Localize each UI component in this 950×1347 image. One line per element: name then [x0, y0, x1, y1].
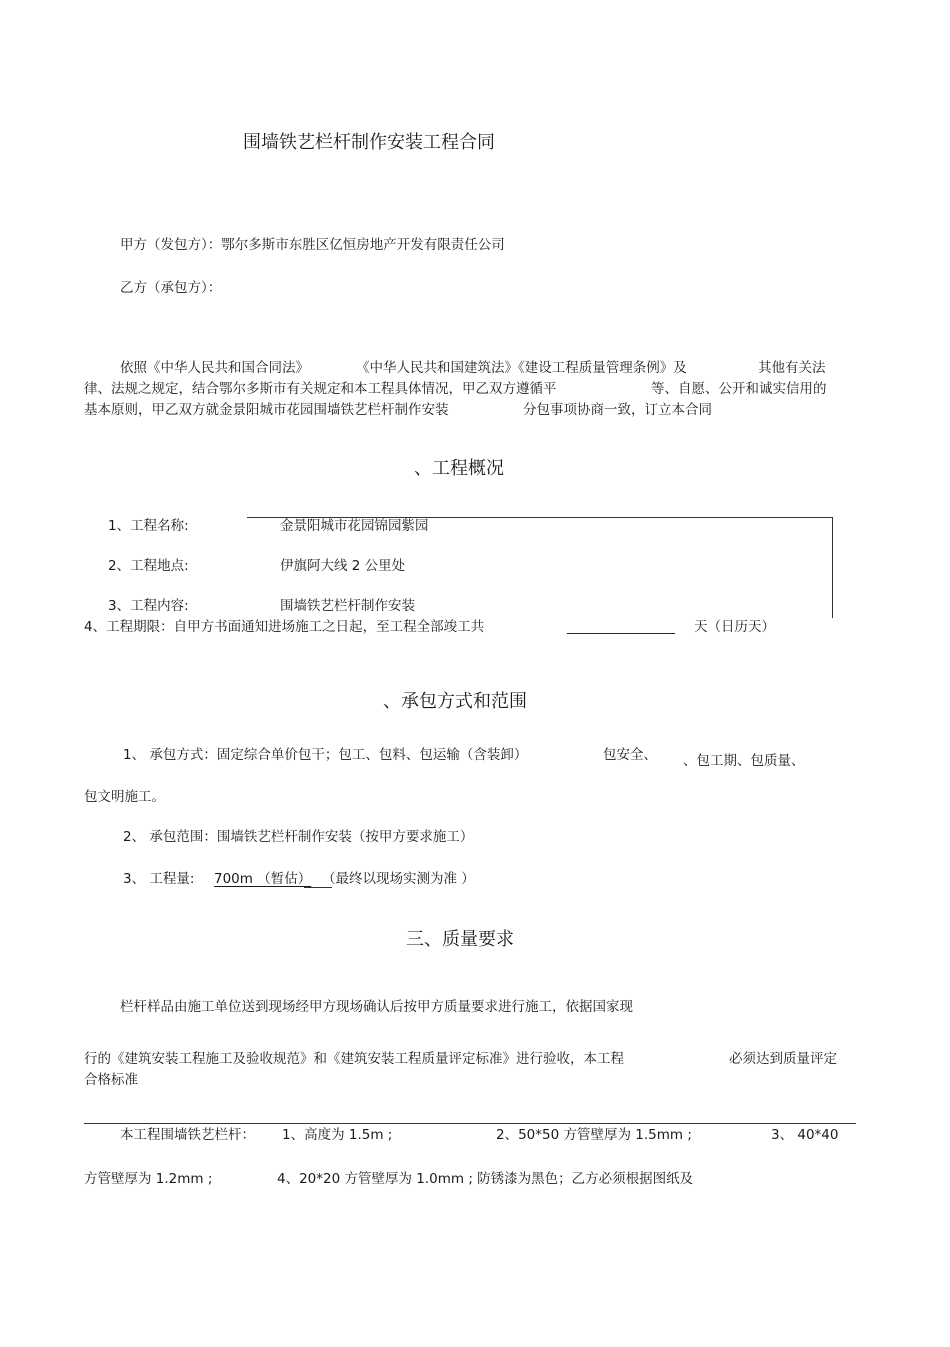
spec-20-tube: 4、20*20 方管壁厚为 1.0mm ; 防锈漆为黑色；乙方必须根据图纸及 — [277, 1171, 694, 1187]
document-title: 围墙铁艺栏杆制作安装工程合同 — [243, 132, 495, 153]
project-location-value: 伊旗阿大线 2 公里处 — [280, 558, 406, 574]
quality-para-2b: 必须达到质量评定 — [729, 1051, 837, 1067]
party-b: 乙方（承包方）： — [120, 280, 222, 296]
spec-40-thickness: 方管壁厚为 1.2mm ; — [84, 1171, 213, 1187]
contract-mode-civilized: 包文明施工。 — [84, 789, 165, 805]
intro-line-1a: 依照《中华人民共和国合同法》 — [120, 360, 309, 376]
section-divider — [84, 1123, 856, 1124]
project-content-value: 围墙铁艺栏杆制作安装 — [280, 598, 415, 614]
section-1-heading: 、工程概况 — [414, 458, 504, 479]
contract-mode-safety: 包安全、 — [603, 747, 657, 763]
project-name-label: 1、工程名称: — [108, 518, 189, 534]
project-content-label: 3、工程内容: — [108, 598, 189, 614]
project-duration-blank: ________________ — [567, 619, 675, 635]
intro-line-3a: 基本原则，甲乙双方就金景阳城市花园围墙铁艺栏杆制作安装 — [84, 402, 449, 418]
contract-scope: 2、 承包范围：围墙铁艺栏杆制作安装（按甲方要求施工） — [123, 829, 474, 845]
project-name-value: 金景阳城市花园锦园紫园 — [280, 518, 429, 534]
quantity-label: 3、 工程量: — [123, 871, 195, 887]
intro-line-2b: 等、自愿、公开和诚实信用的 — [651, 381, 827, 397]
intro-line-2a: 律、法规之规定，结合鄂尔多斯市有关规定和本工程具体情况，甲乙双方遵循平 — [84, 381, 557, 397]
project-duration-unit: 天（日历天） — [694, 619, 775, 635]
quality-para-1: 栏杆样品由施工单位送到现场经甲方现场确认后按甲方质量要求进行施工，依据国家现 — [120, 999, 633, 1015]
intro-line-1c: 其他有关法 — [758, 360, 826, 376]
quantity-value: 700m （暂估） — [214, 871, 312, 887]
spec-40-tube: 3、 40*40 — [771, 1127, 839, 1143]
quality-para-2a: 行的《建筑安装工程施工及验收规范》和《建筑安装工程质量评定标准》进行验收，本工程 — [84, 1051, 624, 1067]
section-2-heading: 、承包方式和范围 — [383, 691, 527, 712]
intro-line-1b: 《中华人民共和国建筑法》《建设工程质量管理条例》及 — [356, 360, 687, 376]
intro-line-3b: 分包事项协商一致，订立本合同 — [523, 402, 712, 418]
contract-mode-quality: 、包工期、包质量、 — [683, 753, 805, 769]
project-duration: 4、工程期限：自甲方书面通知进场施工之日起，至工程全部竣工共 — [84, 619, 485, 635]
quantity-note: （最终以现场实测为准 ） — [322, 871, 475, 887]
spec-height: 1、高度为 1.5m ; — [282, 1127, 393, 1143]
quality-para-3: 合格标准 — [84, 1072, 138, 1088]
party-a: 甲方（发包方）：鄂尔多斯市东胜区亿恒房地产开发有限责任公司 — [120, 237, 505, 253]
spec-intro: 本工程围墙铁艺栏杆： — [120, 1127, 255, 1143]
section-3-heading: 三、质量要求 — [406, 929, 514, 950]
contract-mode-line: 1、 承包方式：固定综合单价包干；包工、包料、包运输（含装卸） — [123, 747, 528, 763]
project-location-label: 2、工程地点: — [108, 558, 189, 574]
table-right-rule — [832, 517, 833, 618]
spec-50-tube: 2、50*50 方管壁厚为 1.5mm ; — [496, 1127, 692, 1143]
